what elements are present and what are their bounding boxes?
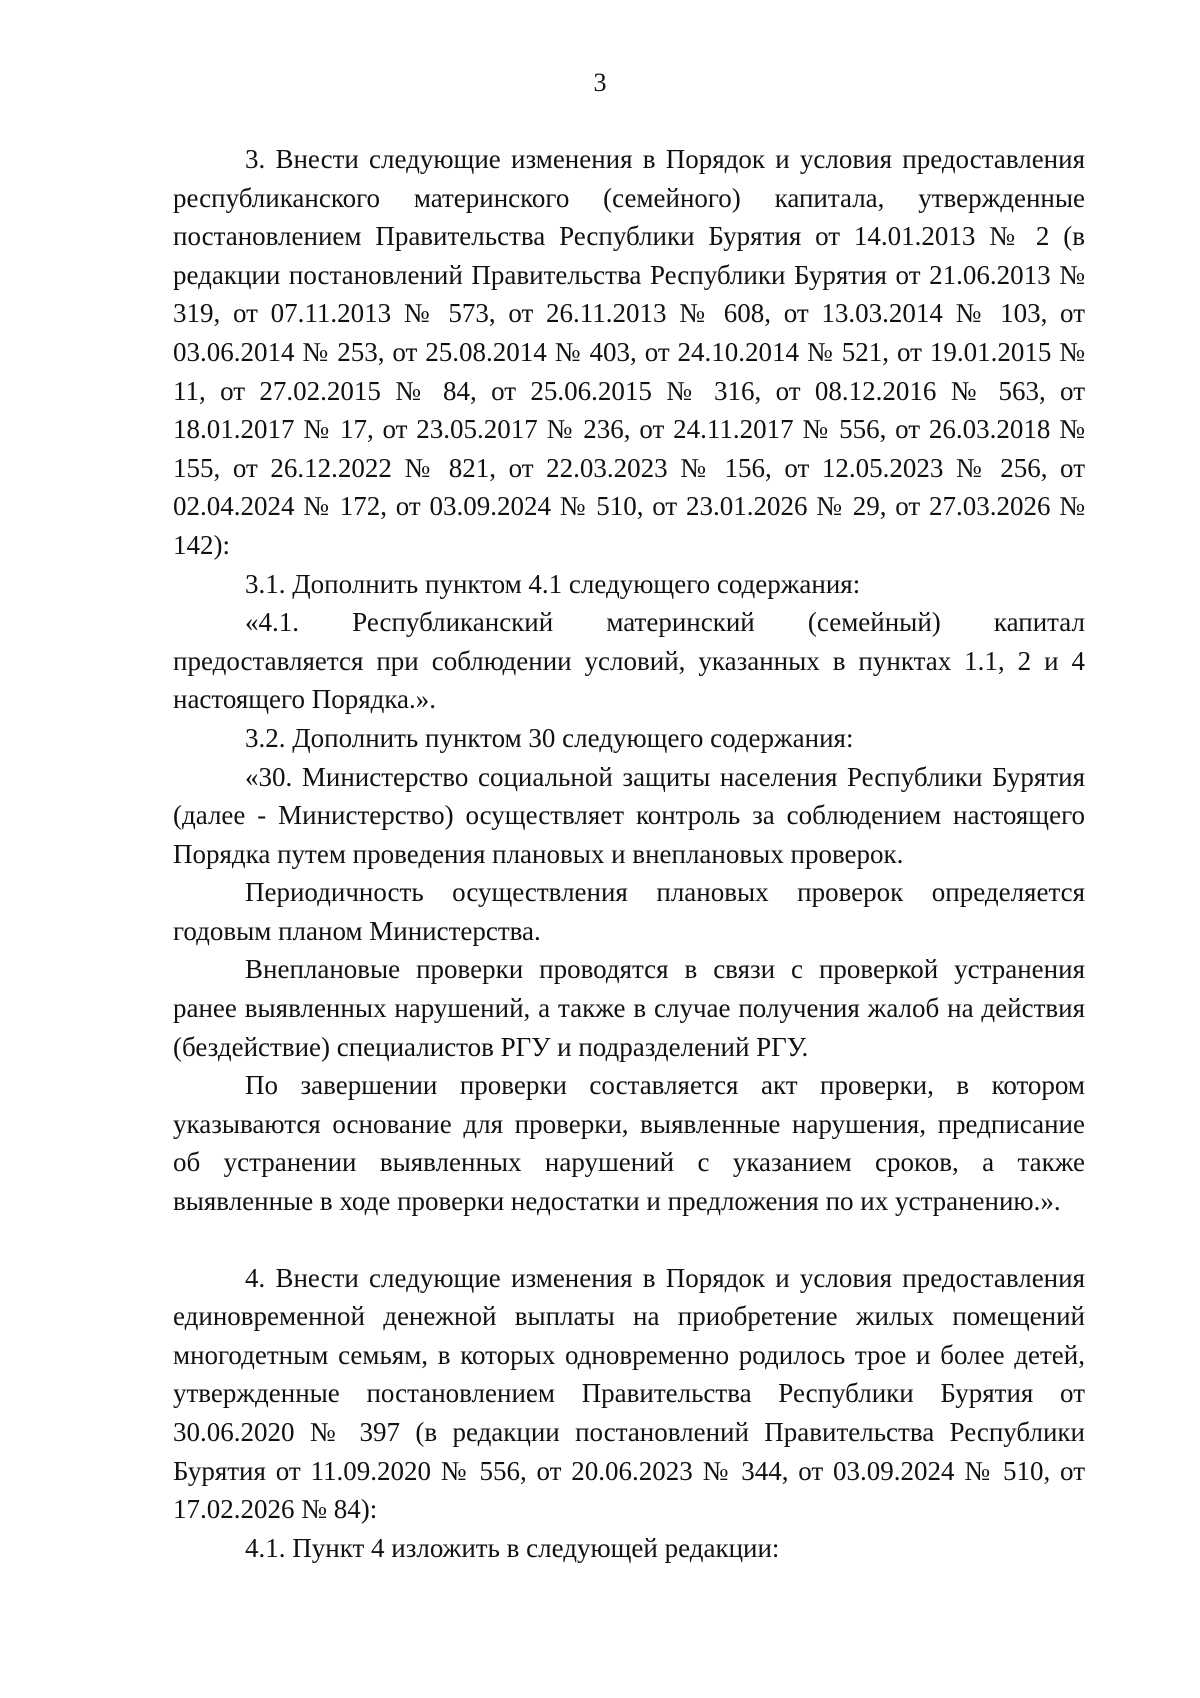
paragraph-3-2: 3.2. Дополнить пунктом 30 следующего содержания:: [245, 722, 854, 753]
paragraph-periodicity: Периодичность осуществления плановых проверок определяется годовым планом Министерства.: [173, 877, 1085, 946]
paragraph-4: 4. Внести следующие изменения в Порядок и условия предоставления единовременной денежной выплаты на приобретение жилых помещений многодетным семьям, в которых одновременно родилось трое и более детей, утвержденные постановлением Правительства Республики Бурятия от 30.06.2020 № 397 (в редакции постановлений Правительства Республики Бурятия от 11.09.2020 № 556, от 20.06.2023 № 344, от 03.09.2024 № 510, от 17.02.2026 № 84):: [173, 1262, 1085, 1525]
paragraph-4-1-quote: «4.1. Республиканский материнский (семейный) капитал предоставляется при соблюдении условий, указанных в пунктах 1.1, 2 и 4 настоящего Порядка.».: [173, 607, 1085, 715]
paragraph-3-1: 3.1. Дополнить пунктом 4.1 следующего содержания:: [245, 568, 861, 599]
page-number: 3: [593, 68, 607, 97]
paragraph-30-quote: «30. Министерство социальной защиты населения Республики Бурятия (далее - Министерство) осуществляет контроль за соблюдением настоящего Порядка путем проведения плановых и внеплановых проверок.: [173, 761, 1085, 869]
paragraph-4-1: 4.1. Пункт 4 изложить в следующей редакции:: [245, 1532, 780, 1563]
paragraph-unplanned-checks: Внеплановые проверки проводятся в связи с проверкой устранения ранее выявленных нарушений, а также в случае получения жалоб на действия (бездействие) специалистов РГУ и подразделений РГУ.: [173, 954, 1085, 1062]
paragraph-check-act: По завершении проверки составляется акт проверки, в котором указываются основание для проверки, выявленные нарушения, предписание об устранении выявленных нарушений с указанием сроков, а также выявленные в ходе проверки недостатки и предложения по их устранению.».: [173, 1070, 1085, 1217]
document-body: [173, 140, 1085, 1567]
paragraph-3: 3. Внести следующие изменения в Порядок и условия предоставления республиканского материнского (семейного) капитала, утвержденные постановлением Правительства Республики Бурятия от 14.01.2013 № 2 (в редакции постановлений Правительства Республики Бурятия от 21.06.2013 № 319, от 07.11.2013 № 573, от 26.11.2013 № 608, от 13.03.2014 № 103, от 03.06.2014 № 253, от 25.08.2014 № 403, от 24.10.2014 № 521, от 19.01.2015 № 11, от 27.02.2015 № 84, от 25.06.2015 № 316, от 08.12.2016 № 563, от 18.01.2017 № 17, от 23.05.2017 № 236, от 24.11.2017 № 556, от 26.03.2018 № 155, от 26.12.2022 № 821, от 22.03.2023 № 156, от 12.05.2023 № 256, от 02.04.2024 № 172, от 03.09.2024 № 510, от 23.01.2026 № 29, от 27.03.2026 № 142):: [173, 144, 1085, 560]
